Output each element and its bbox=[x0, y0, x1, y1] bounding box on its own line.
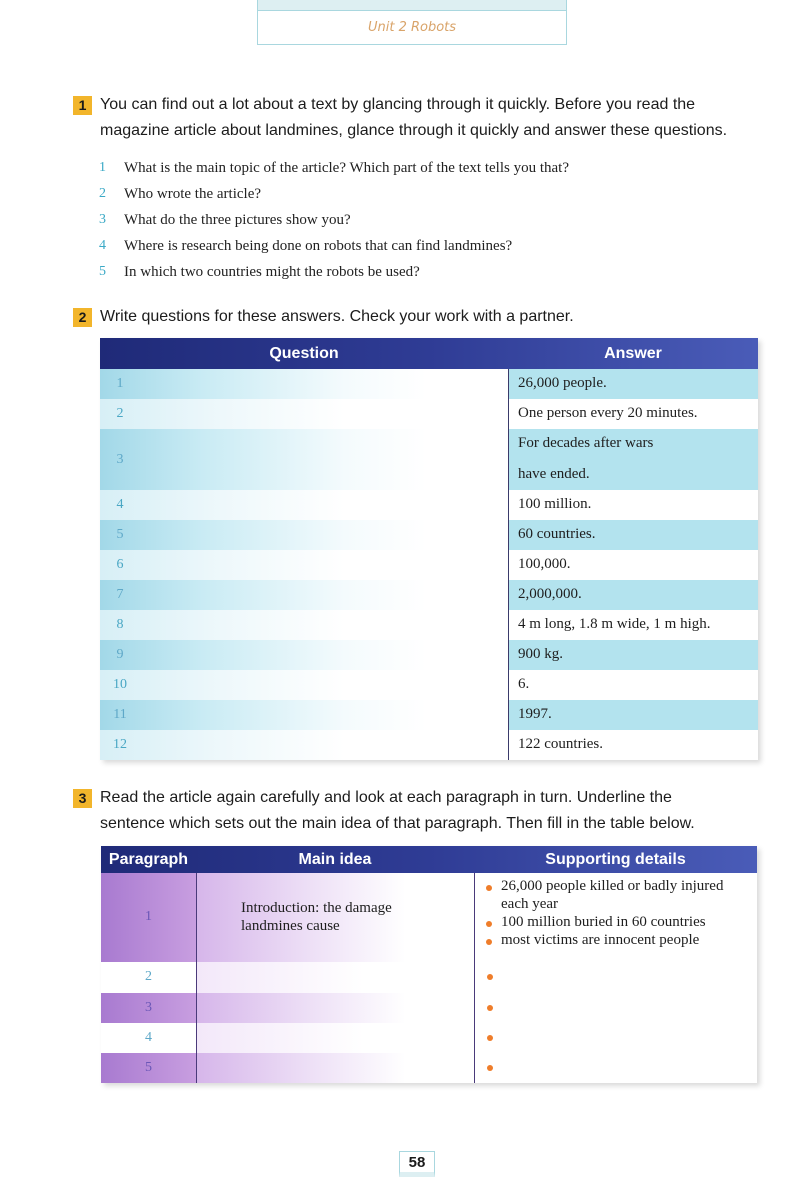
supporting-details-cell[interactable] bbox=[474, 962, 757, 993]
answer-text-line-2: have ended. bbox=[518, 466, 590, 482]
main-idea-text bbox=[241, 899, 451, 935]
question-cell[interactable] bbox=[100, 580, 508, 610]
table-row bbox=[100, 369, 758, 399]
paragraph-number: 5 bbox=[145, 1060, 152, 1075]
table-row bbox=[100, 610, 758, 640]
question-cell[interactable] bbox=[100, 700, 508, 730]
supporting-detail-continued: each year bbox=[501, 896, 559, 912]
answer-text: 100 million. bbox=[518, 496, 592, 512]
row-number: 2 bbox=[116, 406, 124, 421]
bullet-icon bbox=[486, 885, 492, 891]
answer-text: 60 countries. bbox=[518, 526, 596, 542]
row-number: 3 bbox=[116, 452, 124, 467]
row-number: 8 bbox=[116, 617, 124, 632]
table-row bbox=[100, 490, 758, 520]
supporting-detail: 26,000 people killed or badly injured bbox=[501, 878, 724, 894]
main-idea-table bbox=[101, 846, 757, 1083]
task-1-instructions bbox=[73, 92, 763, 144]
task-1-line-1: You can find out a lot about a text by glancing through it quickly. Before you read the bbox=[100, 96, 696, 113]
task-2-number: 2 bbox=[73, 308, 92, 327]
task-1-line-2: magazine article about landmines, glance through it quickly and answer these questions. bbox=[100, 122, 728, 139]
table-row bbox=[100, 429, 758, 490]
table-row bbox=[100, 730, 758, 760]
supporting-details-cell[interactable] bbox=[474, 1023, 757, 1053]
unit-title: Unit 2 Robots bbox=[367, 20, 457, 35]
header-strip bbox=[258, 0, 566, 11]
bullet-icon bbox=[486, 939, 492, 945]
supporting-details-cell[interactable] bbox=[474, 1053, 757, 1083]
answer-text: 4 m long, 1.8 m wide, 1 m high. bbox=[518, 616, 711, 632]
bullet-icon bbox=[487, 1005, 493, 1011]
question-cell[interactable] bbox=[100, 399, 508, 429]
row-number: 5 bbox=[116, 527, 124, 542]
question-cell[interactable] bbox=[100, 640, 508, 670]
column-header-main-idea: Main idea bbox=[298, 851, 372, 868]
main-idea-line-1: Introduction: the damage bbox=[241, 900, 392, 916]
answer-text: 26,000 people. bbox=[518, 375, 607, 391]
table-row bbox=[100, 580, 758, 610]
supporting-detail: 100 million buried in 60 countries bbox=[501, 914, 706, 930]
list-item bbox=[99, 212, 719, 238]
table-row bbox=[100, 700, 758, 730]
answer-text: 1997. bbox=[518, 706, 552, 722]
answer-text: One person every 20 minutes. bbox=[518, 405, 698, 421]
row-number: 6 bbox=[116, 557, 124, 572]
question-cell[interactable] bbox=[100, 429, 508, 490]
task-1-number: 1 bbox=[73, 96, 92, 115]
table-row bbox=[100, 520, 758, 550]
answer-text: 900 kg. bbox=[518, 646, 563, 662]
answer-text: For decades after wars bbox=[518, 435, 654, 451]
task-3-instructions bbox=[73, 785, 763, 837]
question-text: In which two countries might the robots be used? bbox=[124, 264, 420, 280]
question-text: Who wrote the article? bbox=[124, 186, 262, 202]
answer-text: 2,000,000. bbox=[518, 586, 582, 602]
bullet-icon bbox=[486, 921, 492, 927]
answer-text: 100,000. bbox=[518, 556, 571, 572]
question-number: 3 bbox=[99, 212, 106, 227]
question-number: 4 bbox=[99, 238, 106, 253]
row-number: 9 bbox=[116, 647, 124, 662]
task-2-text: Write questions for these answers. Check your work with a partner. bbox=[100, 308, 574, 325]
row-number: 10 bbox=[113, 677, 127, 692]
question-text: What do the three pictures show you? bbox=[124, 212, 351, 228]
answer-text: 122 countries. bbox=[518, 736, 603, 752]
unit-header bbox=[257, 0, 567, 45]
task-3-line-1: Read the article again carefully and look at each paragraph in turn. Underline the bbox=[100, 789, 672, 806]
answer-cell bbox=[508, 670, 758, 700]
page-number: 58 bbox=[399, 1151, 435, 1177]
question-answer-table bbox=[100, 338, 758, 760]
paragraph-number: 3 bbox=[145, 1000, 152, 1015]
column-header-supporting-details: Supporting details bbox=[545, 851, 686, 868]
row-number: 4 bbox=[116, 497, 124, 512]
question-text: Where is research being done on robots that can find landmines? bbox=[124, 238, 513, 254]
bullet-icon bbox=[487, 1065, 493, 1071]
column-header-answer: Answer bbox=[604, 345, 662, 362]
task-2-instructions bbox=[73, 304, 763, 330]
bullet-icon bbox=[487, 1035, 493, 1041]
main-idea-cell[interactable] bbox=[196, 962, 475, 993]
table-row bbox=[101, 993, 757, 1023]
main-idea-line-2: landmines cause bbox=[241, 918, 340, 934]
supporting-details-cell[interactable] bbox=[474, 993, 757, 1023]
table-row bbox=[101, 873, 757, 962]
main-idea-cell[interactable] bbox=[196, 993, 475, 1023]
bullet-icon bbox=[487, 974, 493, 980]
question-number: 2 bbox=[99, 186, 106, 201]
task-3-number: 3 bbox=[73, 789, 92, 808]
question-cell[interactable] bbox=[100, 520, 508, 550]
paragraph-number: 1 bbox=[145, 909, 152, 924]
question-cell[interactable] bbox=[100, 670, 508, 700]
table-row bbox=[100, 640, 758, 670]
question-text: What is the main topic of the article? Which part of the text tells you that? bbox=[124, 160, 569, 176]
row-number: 7 bbox=[116, 587, 124, 602]
main-idea-cell[interactable] bbox=[196, 1023, 475, 1053]
table-row bbox=[100, 550, 758, 580]
question-cell[interactable] bbox=[100, 369, 508, 399]
row-number: 1 bbox=[116, 376, 124, 391]
column-header-question: Question bbox=[269, 345, 339, 362]
row-number: 11 bbox=[113, 707, 127, 722]
supporting-detail: most victims are innocent people bbox=[501, 932, 700, 948]
main-idea-cell[interactable] bbox=[196, 1053, 475, 1083]
column-header-paragraph: Paragraph bbox=[108, 851, 189, 868]
table-row bbox=[100, 399, 758, 429]
table-header bbox=[100, 338, 758, 369]
list-item bbox=[99, 160, 719, 186]
paragraph-number: 2 bbox=[145, 969, 152, 984]
list-item bbox=[99, 264, 719, 290]
question-number: 1 bbox=[99, 160, 106, 175]
row-number: 12 bbox=[113, 737, 127, 752]
task-3-line-2: sentence which sets out the main idea of that paragraph. Then fill in the table below. bbox=[100, 815, 695, 832]
list-item bbox=[99, 238, 719, 264]
table-row bbox=[100, 670, 758, 700]
paragraph-number: 4 bbox=[145, 1030, 152, 1045]
question-cell[interactable] bbox=[100, 490, 508, 520]
table-header bbox=[101, 846, 757, 873]
question-cell[interactable] bbox=[100, 730, 508, 760]
list-item bbox=[99, 186, 719, 212]
answer-text: 6. bbox=[518, 676, 530, 692]
task-1-question-list bbox=[99, 160, 719, 290]
question-number: 5 bbox=[99, 264, 106, 279]
question-cell[interactable] bbox=[100, 550, 508, 580]
question-cell[interactable] bbox=[100, 610, 508, 640]
table-row bbox=[101, 1053, 757, 1083]
table-row bbox=[101, 962, 757, 993]
table-row bbox=[101, 1023, 757, 1053]
